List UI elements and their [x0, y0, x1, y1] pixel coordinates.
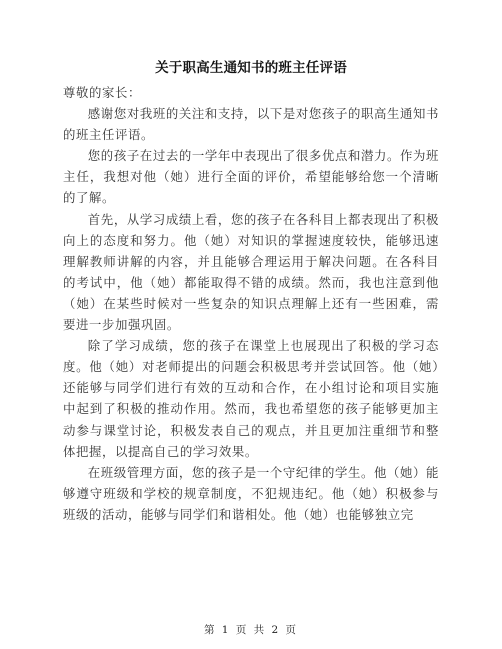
paragraph-academics: 首先，从学习成绩上看，您的孩子在各科目上都表现出了积极向上的态度和努力。他（她）对知识的掌握速度较快，能够迅速理解教师讲解的内容，并且能够合理运用于解决问题。在各科目的考试中，他（她）都能取得不错的成绩。然而，我也注意到他（她）在某些时候对一些复杂的知识点理解上还有一些困难，需要进一步加强巩固。 — [63, 211, 439, 333]
document-title: 关于职高生通知书的班主任评语 — [155, 60, 347, 76]
paragraph-intro: 感谢您对我班的关注和支持，以下是对您孩子的职高生通知书的班主任评语。 — [63, 106, 439, 143]
paragraph-overview: 您的孩子在过去的一学年中表现出了很多优点和潜力。作为班主任，我想对他（她）进行全面的评价，希望能够给您一个清晰的了解。 — [63, 148, 439, 206]
paragraph-classroom: 除了学习成绩，您的孩子在课堂上也展现出了积极的学习态度。他（她）对老师提出的问题会积极思考并尝试回答。他（她）还能够与同学们进行有效的互动和合作，在小组讨论和项目实施中起到了积极的推动作用。然而，我也希望您的孩子能够更加主动参与课堂讨论，积极发表自己的观点，并且更加注重细节和整体把握，以提高自己的学习效果。 — [63, 338, 439, 459]
paragraph-class-management: 在班级管理方面，您的孩子是一个守纪律的学生。他（她）能够遵守班级和学校的规章制度，不犯规违纪。他（她）积极参与班级的活动，能够与同学们和谐相处。他（她）也能够独立完 — [63, 464, 439, 522]
page-number-footer: 第 1 页 共 2 页 — [203, 624, 299, 636]
salutation: 尊敬的家长： — [63, 85, 141, 100]
document-body — [63, 82, 439, 525]
